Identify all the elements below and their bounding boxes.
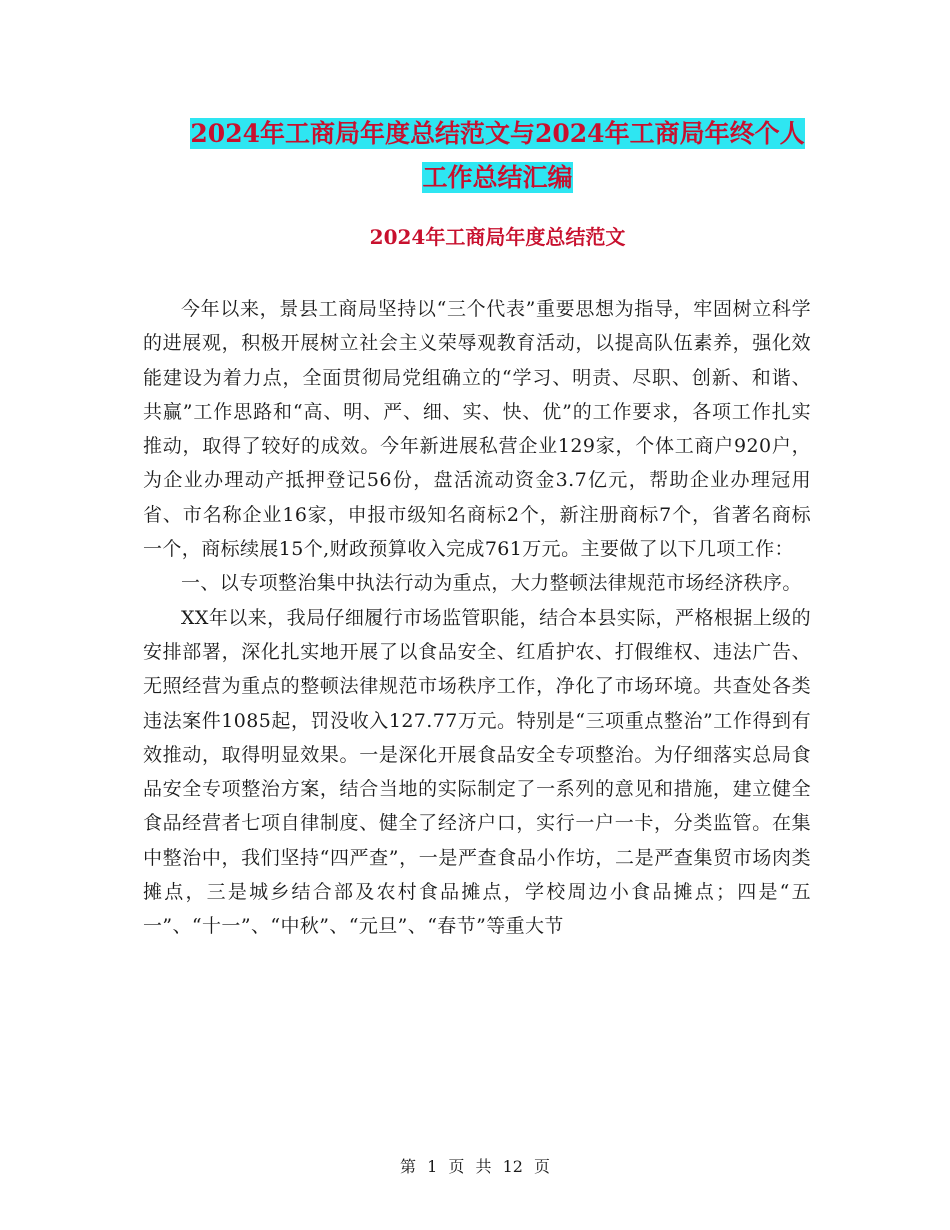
footer-total-prefix: 共 — [475, 1157, 492, 1176]
footer-prefix: 第 — [399, 1157, 416, 1176]
footer-total-pages: 12 — [502, 1157, 523, 1176]
footer-total-suffix: 页 — [534, 1157, 551, 1176]
footer-current-page: 1 — [427, 1157, 438, 1176]
document-title-line-2: 工作总结汇编 — [422, 163, 573, 192]
document-title — [140, 112, 855, 200]
footer-page-word: 页 — [448, 1157, 465, 1176]
page-footer — [0, 1154, 950, 1177]
paragraph-1: 今年以来，景县工商局坚持以“三个代表”重要思想为指导，牢固树立科学的进展观，积极开展树立社会主义荣辱观教育活动，以提高队伍素养，强化效能建设为着力点，全面贯彻局党组确立的“学习、明责、尽职、创新、和谐、共赢”工作思路和“高、明、严、细、实、快、优”的工作要求，各项工作扎实推动，取得了较好的成效。今年新进展私营企业129家，个体工商户920户，为企业办理动产抵押登记56份，盘活流动资金3.7亿元，帮助企业办理冠用省、市名称企业16家，申报市级知名商标2个，新注册商标7个，省著名商标一个，商标续展15个,财政预算收入完成761万元。主要做了以下几项工作： — [143, 298, 811, 561]
section-title: 2024年工商局年度总结范文 — [369, 225, 626, 249]
paragraph-2: 一、以专项整治集中执法行动为重点，大力整顿法律规范市场经济秩序。 — [181, 572, 802, 595]
paragraph-3: XX年以来，我局仔细履行市场监管职能，结合本县实际，严格根据上级的安排部署，深化扎实地开展了以食品安全、红盾护农、打假维权、违法广告、无照经营为重点的整顿法律规范市场秩序工作，净化了市场环境。共查处各类违法案件1085起，罚没收入127.77万元。特别是“三项重点整治”工作得到有效推动，取得明显效果。一是深化开展食品安全专项整治。为仔细落实总局食品安全专项整治方案，结合当地的实际制定了一系列的意见和措施，建立健全食品经营者七项自律制度、健全了经济户口，实行一户一卡，分类监管。在集中整治中，我们坚持“四严查”，一是严查食品小作坊，二是严查集贸市场肉类摊点，三是城乡结合部及农村食品摊点，学校周边小食品摊点；四是“五一”、“十一”、“中秋”、“元旦”、“春节”等重大节 — [143, 606, 811, 938]
body-text — [143, 292, 811, 944]
document-title-line-1: 2024年工商局年度总结范文与2024年工商局年终个人 — [190, 119, 805, 148]
